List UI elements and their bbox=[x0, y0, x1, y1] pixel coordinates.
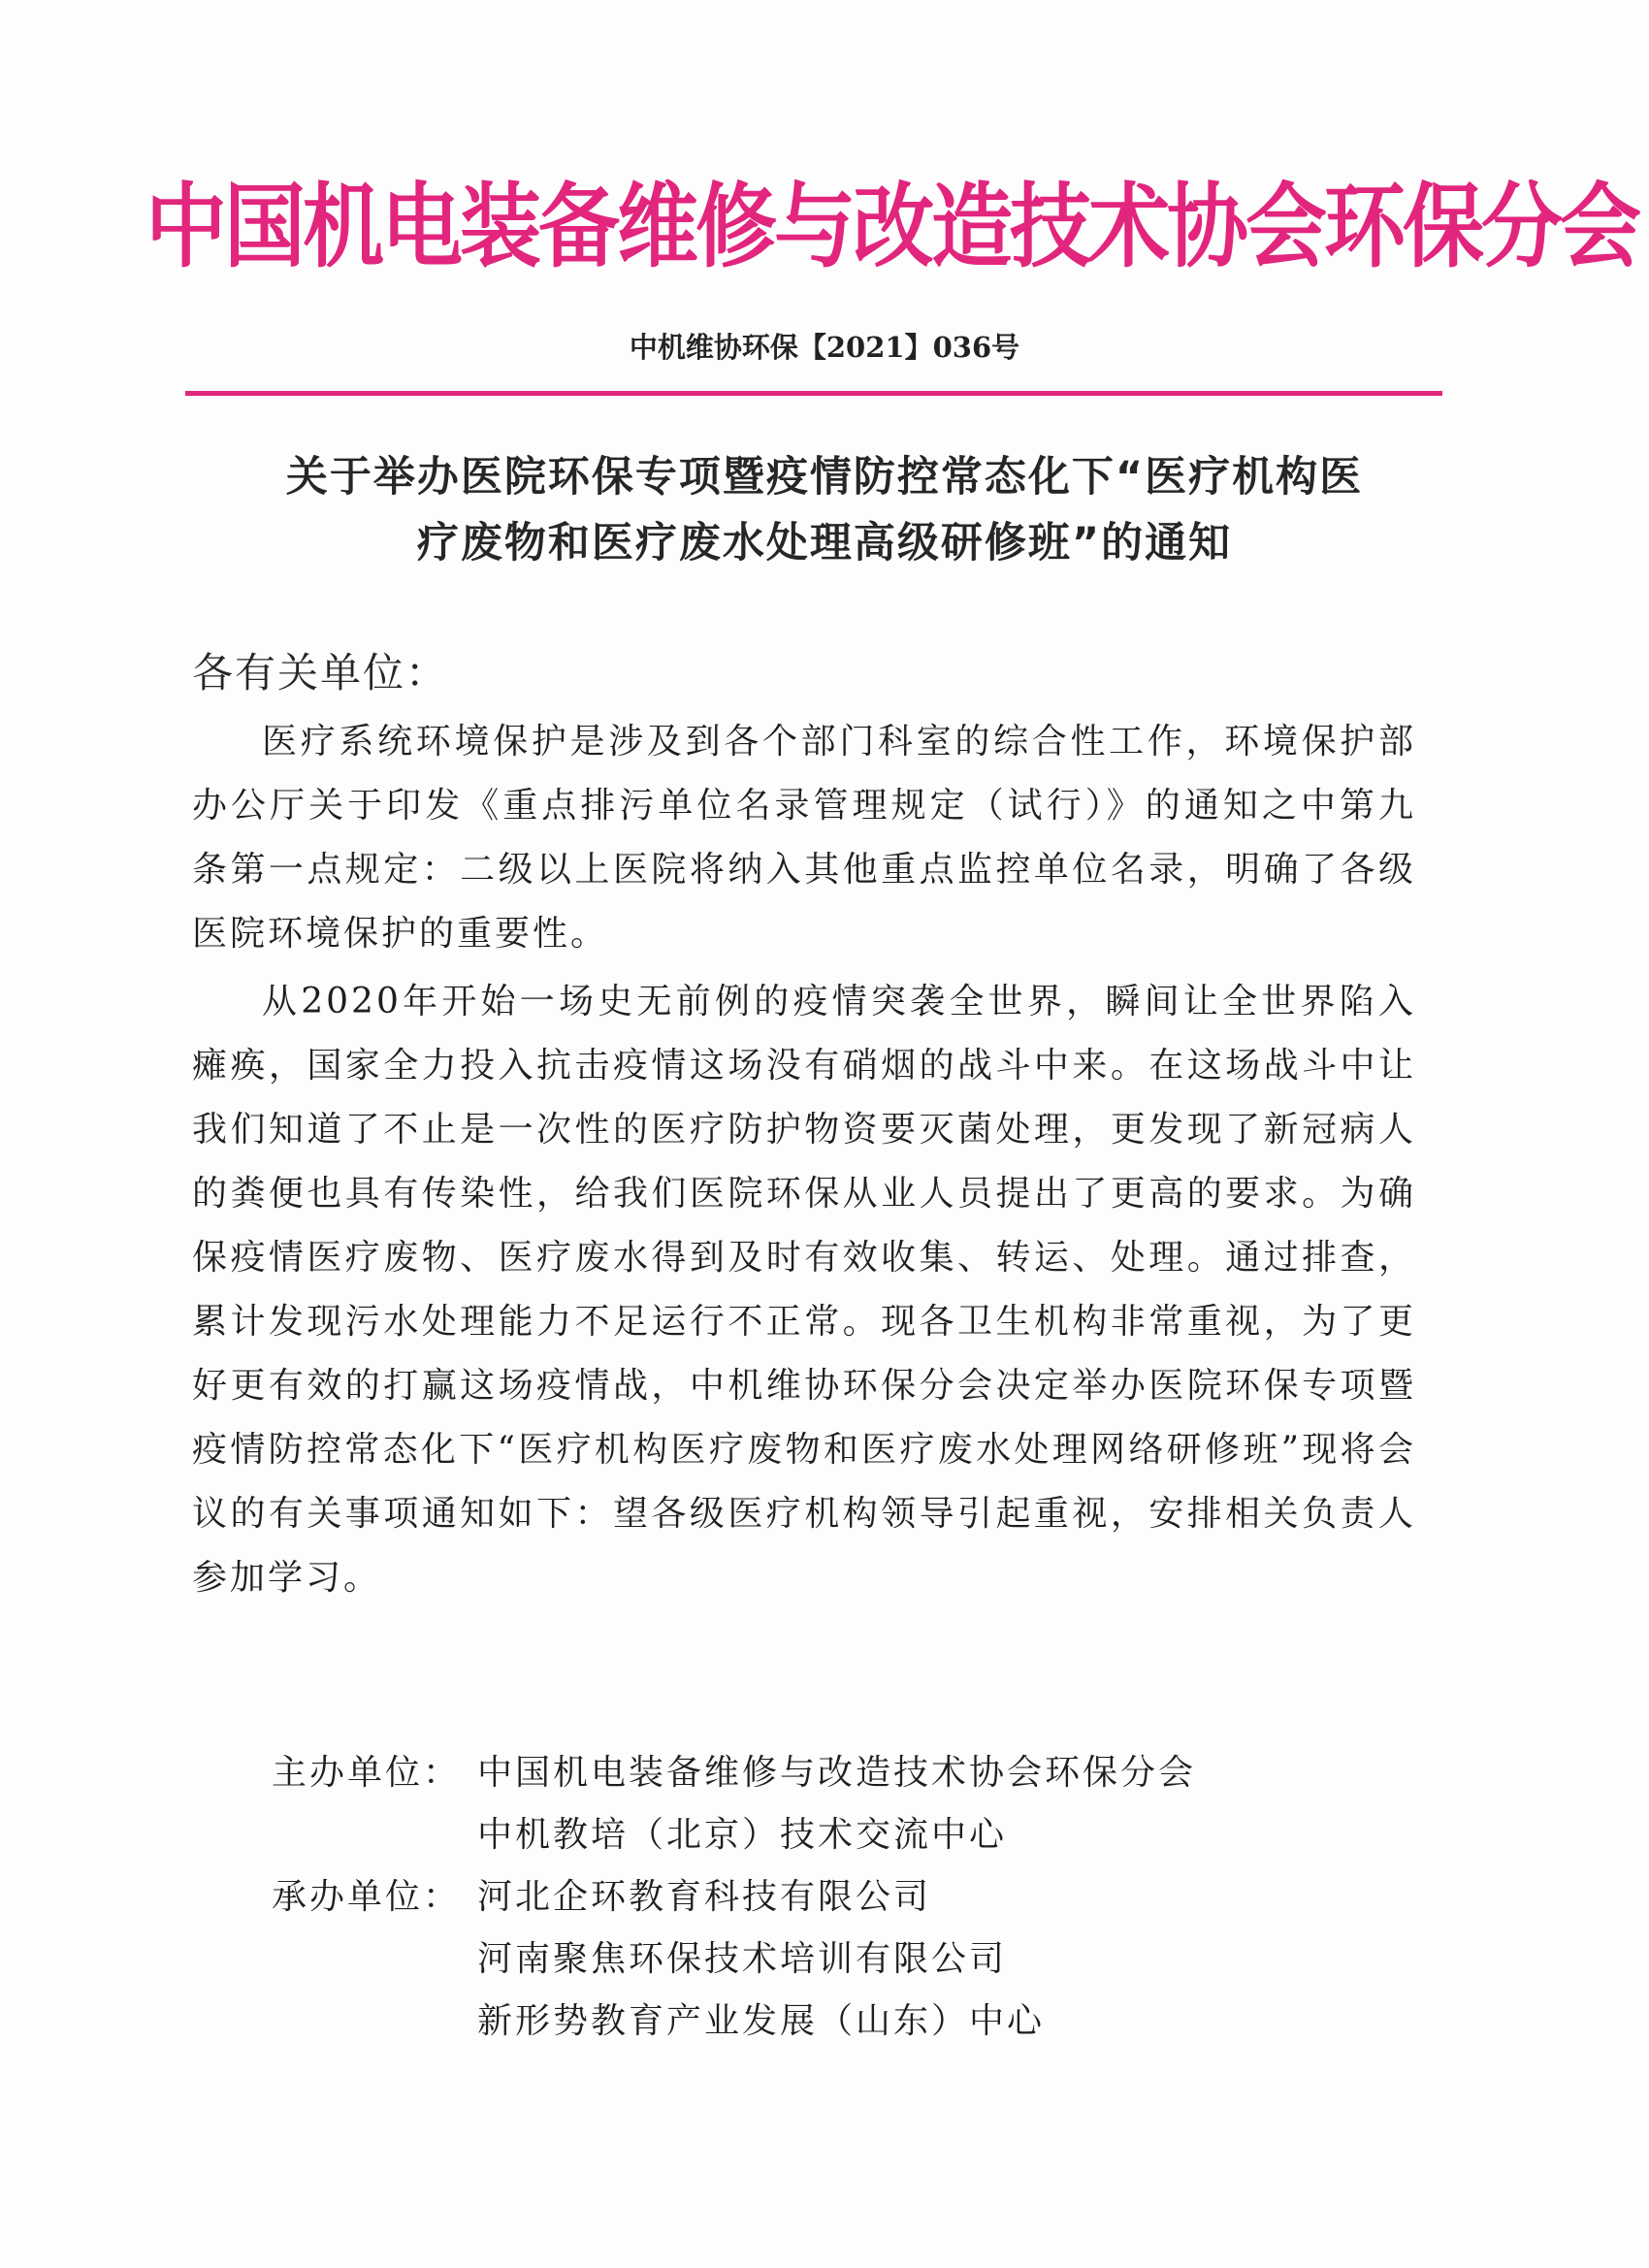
undertaker-row-2 bbox=[272, 1928, 1196, 1991]
notice-title bbox=[175, 444, 1474, 576]
body-paragraph-2: 从2020年开始一场史无前例的疫情突袭全世界，瞬间让全世界陷入瘫痪，国家全力投入抗击疫情这场没有硝烟的战斗中来。在这场战斗中让我们知道了不止是一次性的医疗防护物资要灭菌处理，更发现了新冠病人的粪便也具有传染性，给我们医院环保从业人员提出了更高的要求。为确保疫情医疗废物、医疗废水得到及时有效收集、转运、处理。通过排查，累计发现污水处理能力不足运行不正常。现各卫生机构非常重视，为了更好更有效的打赢这场疫情战，中机维协环保分会决定举办医院环保专项暨疫情防控常态化下“医疗机构医疗废物和医疗废水处理网络研修班”现将会议的有关事项通知如下：望各级医疗机构领导引起重视，安排相关负责人参加学习。 bbox=[192, 982, 1416, 1598]
body-paragraph-1: 医疗系统环境保护是涉及到各个部门科室的综合性工作，环境保护部办公厅关于印发《重点排污单位名录管理规定（试行）》的通知之中第九条第一点规定：二级以上医院将纳入其他重点监控单位名录，明确了各级医院环境保护的重要性。 bbox=[192, 722, 1416, 954]
masthead-divider bbox=[185, 391, 1442, 396]
masthead-title: 中国机电装备维修与改造技术协会环保分会 bbox=[146, 173, 1639, 280]
undertaker-row-1 bbox=[272, 1866, 1196, 1928]
salutation: 各有关单位： bbox=[192, 649, 449, 697]
undertaker-name-1: 河北企环教育科技有限公司 bbox=[477, 1877, 932, 1917]
host-row-1 bbox=[272, 1742, 1196, 1804]
host-name-1: 中国机电装备维修与改造技术协会环保分会 bbox=[477, 1753, 1197, 1793]
undertaker-name-3: 新形势教育产业发展（山东）中心 bbox=[477, 2001, 1046, 2041]
undertaker-row-3 bbox=[272, 1991, 1196, 2053]
host-name-2: 中机教培（北京）技术交流中心 bbox=[477, 1815, 1008, 1855]
document-number: 中机维协环保【2021】036号 bbox=[629, 331, 1020, 364]
organizers-block bbox=[272, 1742, 1196, 2053]
undertaker-name-2: 河南聚焦环保技术培训有限公司 bbox=[477, 1939, 1008, 1979]
notice-title-line-2: 疗废物和医疗废水处理高级研修班”的通知 bbox=[416, 519, 1233, 567]
host-row-2 bbox=[272, 1804, 1196, 1866]
undertaker-label: 承办单位： bbox=[272, 1877, 462, 1917]
notice-body bbox=[192, 710, 1416, 1614]
host-label: 主办单位： bbox=[272, 1753, 462, 1793]
notice-title-line-1: 关于举办医院环保专项暨疫情防控常态化下“医疗机构医 bbox=[285, 453, 1364, 502]
